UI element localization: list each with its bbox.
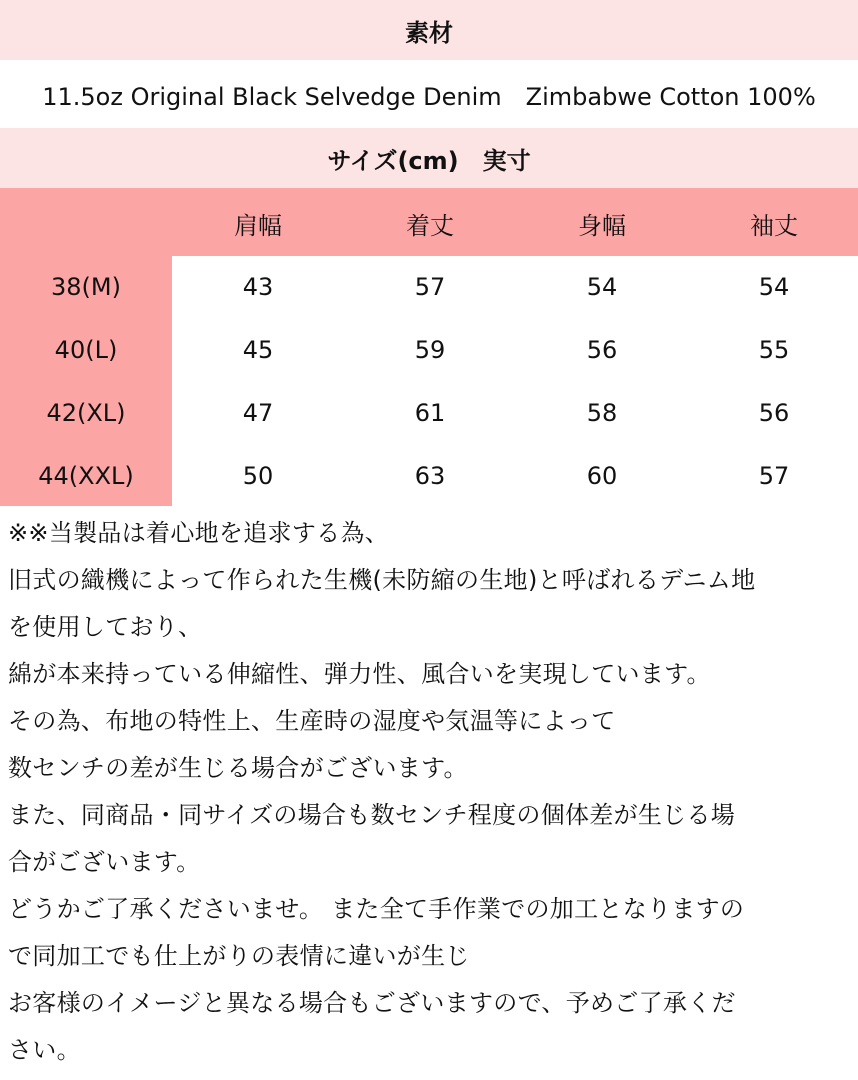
note-line: その為、布地の特性上、生産時の湿度や気温等によって (8, 707, 616, 735)
note-line: 綿が本来持っている伸縮性、弾力性、風合いを実現しています。 (8, 660, 711, 688)
note-line: 数センチの差が生じる場合がございます。 (8, 754, 468, 782)
note-line: ※※当製品は着心地を追求する為、 (8, 519, 390, 547)
row-header-size: 42(XL) (46, 399, 126, 427)
table-cell: 58 (586, 399, 618, 427)
table-cell: 43 (242, 273, 274, 301)
material-header (0, 0, 858, 60)
note-line: また、同商品・同サイズの場合も数センチ程度の個体差が生じる場 (8, 801, 736, 829)
table-cell: 50 (242, 462, 274, 490)
table-cell: 61 (414, 399, 446, 427)
size-table (0, 188, 858, 506)
material-header-label: 素材 (405, 18, 453, 47)
note-line: 旧式の織機によって作られた生機(未防縮の生地)と呼ばれるデニム地 (8, 566, 756, 594)
table-cell: 55 (758, 336, 790, 364)
note-line: を使用しており、 (8, 613, 203, 641)
column-header-length: 着丈 (406, 211, 454, 240)
note-line: どうかご了承くださいませ。 また全て手作業での加工となりますの (8, 895, 745, 923)
table-cell: 63 (414, 462, 446, 490)
size-section-header-label: サイズ(cm) 実寸 (327, 146, 531, 175)
note-line: で同加工でも仕上がりの表情に違いが生じ (8, 942, 470, 970)
table-cell: 54 (586, 273, 618, 301)
table-cell: 57 (758, 462, 790, 490)
table-cell: 57 (414, 273, 446, 301)
row-header-size: 38(M) (51, 273, 121, 301)
row-header-size: 40(L) (54, 336, 118, 364)
care-notes (0, 510, 858, 1074)
table-cell: 56 (586, 336, 618, 364)
material-value-row (0, 60, 858, 128)
table-cell: 59 (414, 336, 446, 364)
note-line: お客様のイメージと異なる場合もございますので、予めご了承くだ (8, 989, 736, 1017)
column-header-sleeve: 袖丈 (750, 211, 798, 240)
note-line: 合がございます。 (8, 848, 201, 876)
size-section-header (0, 128, 858, 188)
material-value: 11.5oz Original Black Selvedge Denim Zimbabwe Cotton 100% (42, 82, 816, 111)
table-cell: 54 (758, 273, 790, 301)
column-header-row (0, 188, 858, 256)
table-cell: 60 (586, 462, 618, 490)
column-header-width: 身幅 (578, 211, 626, 240)
note-line: さい。 (8, 1036, 81, 1064)
column-header-shoulder: 肩幅 (234, 211, 282, 240)
table-cell: 47 (242, 399, 274, 427)
table-cell: 45 (242, 336, 274, 364)
row-header-size: 44(XXL) (38, 462, 134, 490)
table-cell: 56 (758, 399, 790, 427)
